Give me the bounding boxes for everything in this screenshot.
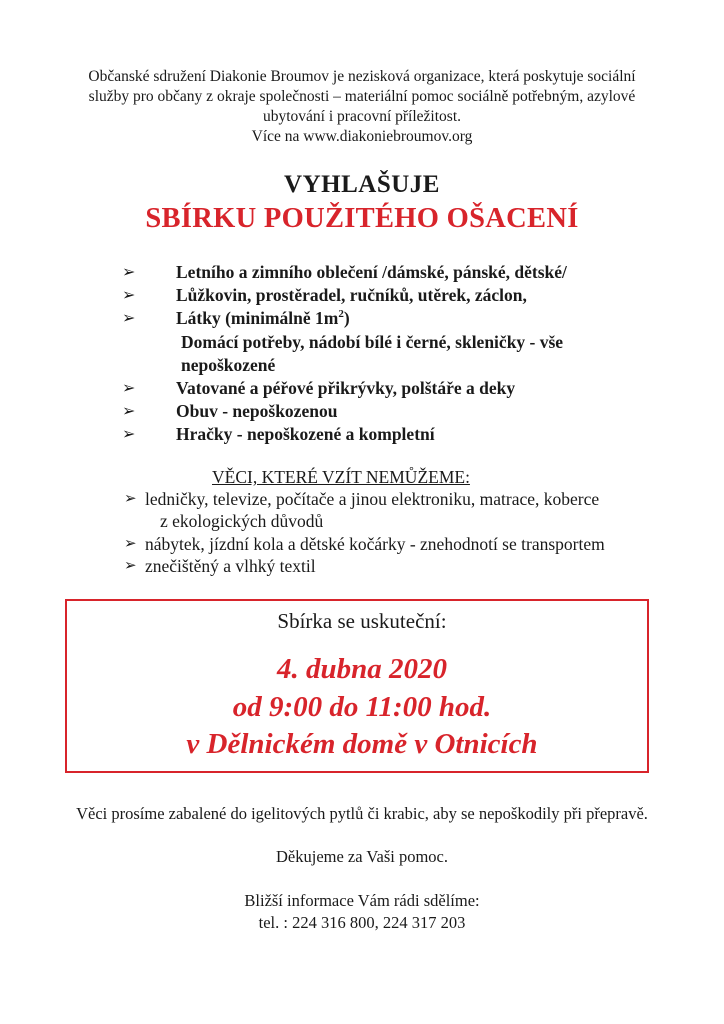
arrow-bullet-icon: ➢: [124, 556, 137, 574]
event-time: od 9:00 do 11:00 hod.: [232, 691, 492, 723]
list-item-text: Hračky - nepoškozené a kompletní: [176, 424, 435, 444]
packing-note: Věci prosíme zabalené do igelitových pytlů či krabic, aby se nepoškodily při přepravě.: [76, 804, 648, 823]
list-item-text: [176, 308, 350, 329]
list-item-text: Domácí potřeby, nádobí bílé i černé, skleničky - vše: [181, 332, 564, 352]
list-item-text: Obuv - nepoškozenou: [176, 401, 338, 421]
list-item: [0, 378, 724, 402]
event-place: v Dělnickém domě v Otnicích: [186, 728, 538, 760]
arrow-bullet-icon: ➢: [122, 285, 136, 304]
list-item: [0, 308, 724, 332]
list-item-text: Lůžkovin, prostěradel, ručníků, utěrek, záclon,: [176, 285, 527, 305]
arrow-bullet-icon: ➢: [122, 378, 136, 397]
list-item-text: z ekologických důvodů: [160, 511, 324, 531]
phone-numbers: tel. : 224 316 800, 224 317 203: [258, 913, 466, 932]
list-item-text-part: ): [343, 308, 350, 328]
arrow-bullet-icon: ➢: [122, 308, 136, 327]
list-item: [0, 285, 724, 309]
website-line: Více na www.diakoniebroumov.org: [251, 128, 473, 145]
arrow-bullet-icon: ➢: [122, 262, 136, 281]
superscript: 2: [338, 308, 344, 320]
intro-line: Občanské sdružení Diakonie Broumov je nezisková organizace, která poskytuje sociální: [88, 68, 636, 85]
arrow-bullet-icon: ➢: [122, 401, 136, 420]
arrow-bullet-icon: ➢: [124, 534, 137, 552]
announce-heading: VYHLAŠUJE: [284, 171, 440, 198]
thanks-text: Děkujeme za Vaši pomoc.: [276, 847, 448, 866]
intro-line: služby pro občany z okraje společnosti – materiální pomoc sociálně potřebným, azylové: [88, 88, 636, 105]
list-item-text: nepoškozené: [181, 355, 276, 375]
list-item: [0, 401, 724, 425]
list-item-text: ledničky, televize, počítače a jinou elektroniku, matrace, koberce: [145, 489, 600, 509]
list-item-text: Vatované a péřové přikrývky, polštáře a deky: [176, 378, 516, 398]
list-item: [0, 424, 724, 448]
intro-paragraph: [40, 67, 684, 147]
list-item-text-part: Látky (minimálně 1m: [176, 308, 339, 328]
list-item-text: znečištěný a vlhký textil: [145, 556, 316, 576]
intro-line: ubytování i pracovní příležitost.: [262, 108, 461, 125]
info-text: Bližší informace Vám rádi sdělíme:: [244, 891, 480, 910]
list-item-text: nábytek, jízdní kola a dětské kočárky - znehodnotí se transportem: [145, 534, 605, 554]
arrow-bullet-icon: ➢: [122, 424, 136, 443]
event-label: Sbírka se uskuteční:: [277, 609, 447, 633]
list-item: [0, 262, 724, 286]
collection-title: SBÍRKU POUŽITÉHO OŠACENÍ: [145, 203, 579, 234]
arrow-bullet-icon: ➢: [124, 489, 137, 507]
list-item-text: Letního a zimního oblečení /dámské, pánské, dětské/: [176, 262, 567, 282]
rejected-items-heading: VĚCI, KTERÉ VZÍT NEMŮŽEME:: [212, 467, 470, 487]
event-date: 4. dubna 2020: [276, 653, 447, 685]
